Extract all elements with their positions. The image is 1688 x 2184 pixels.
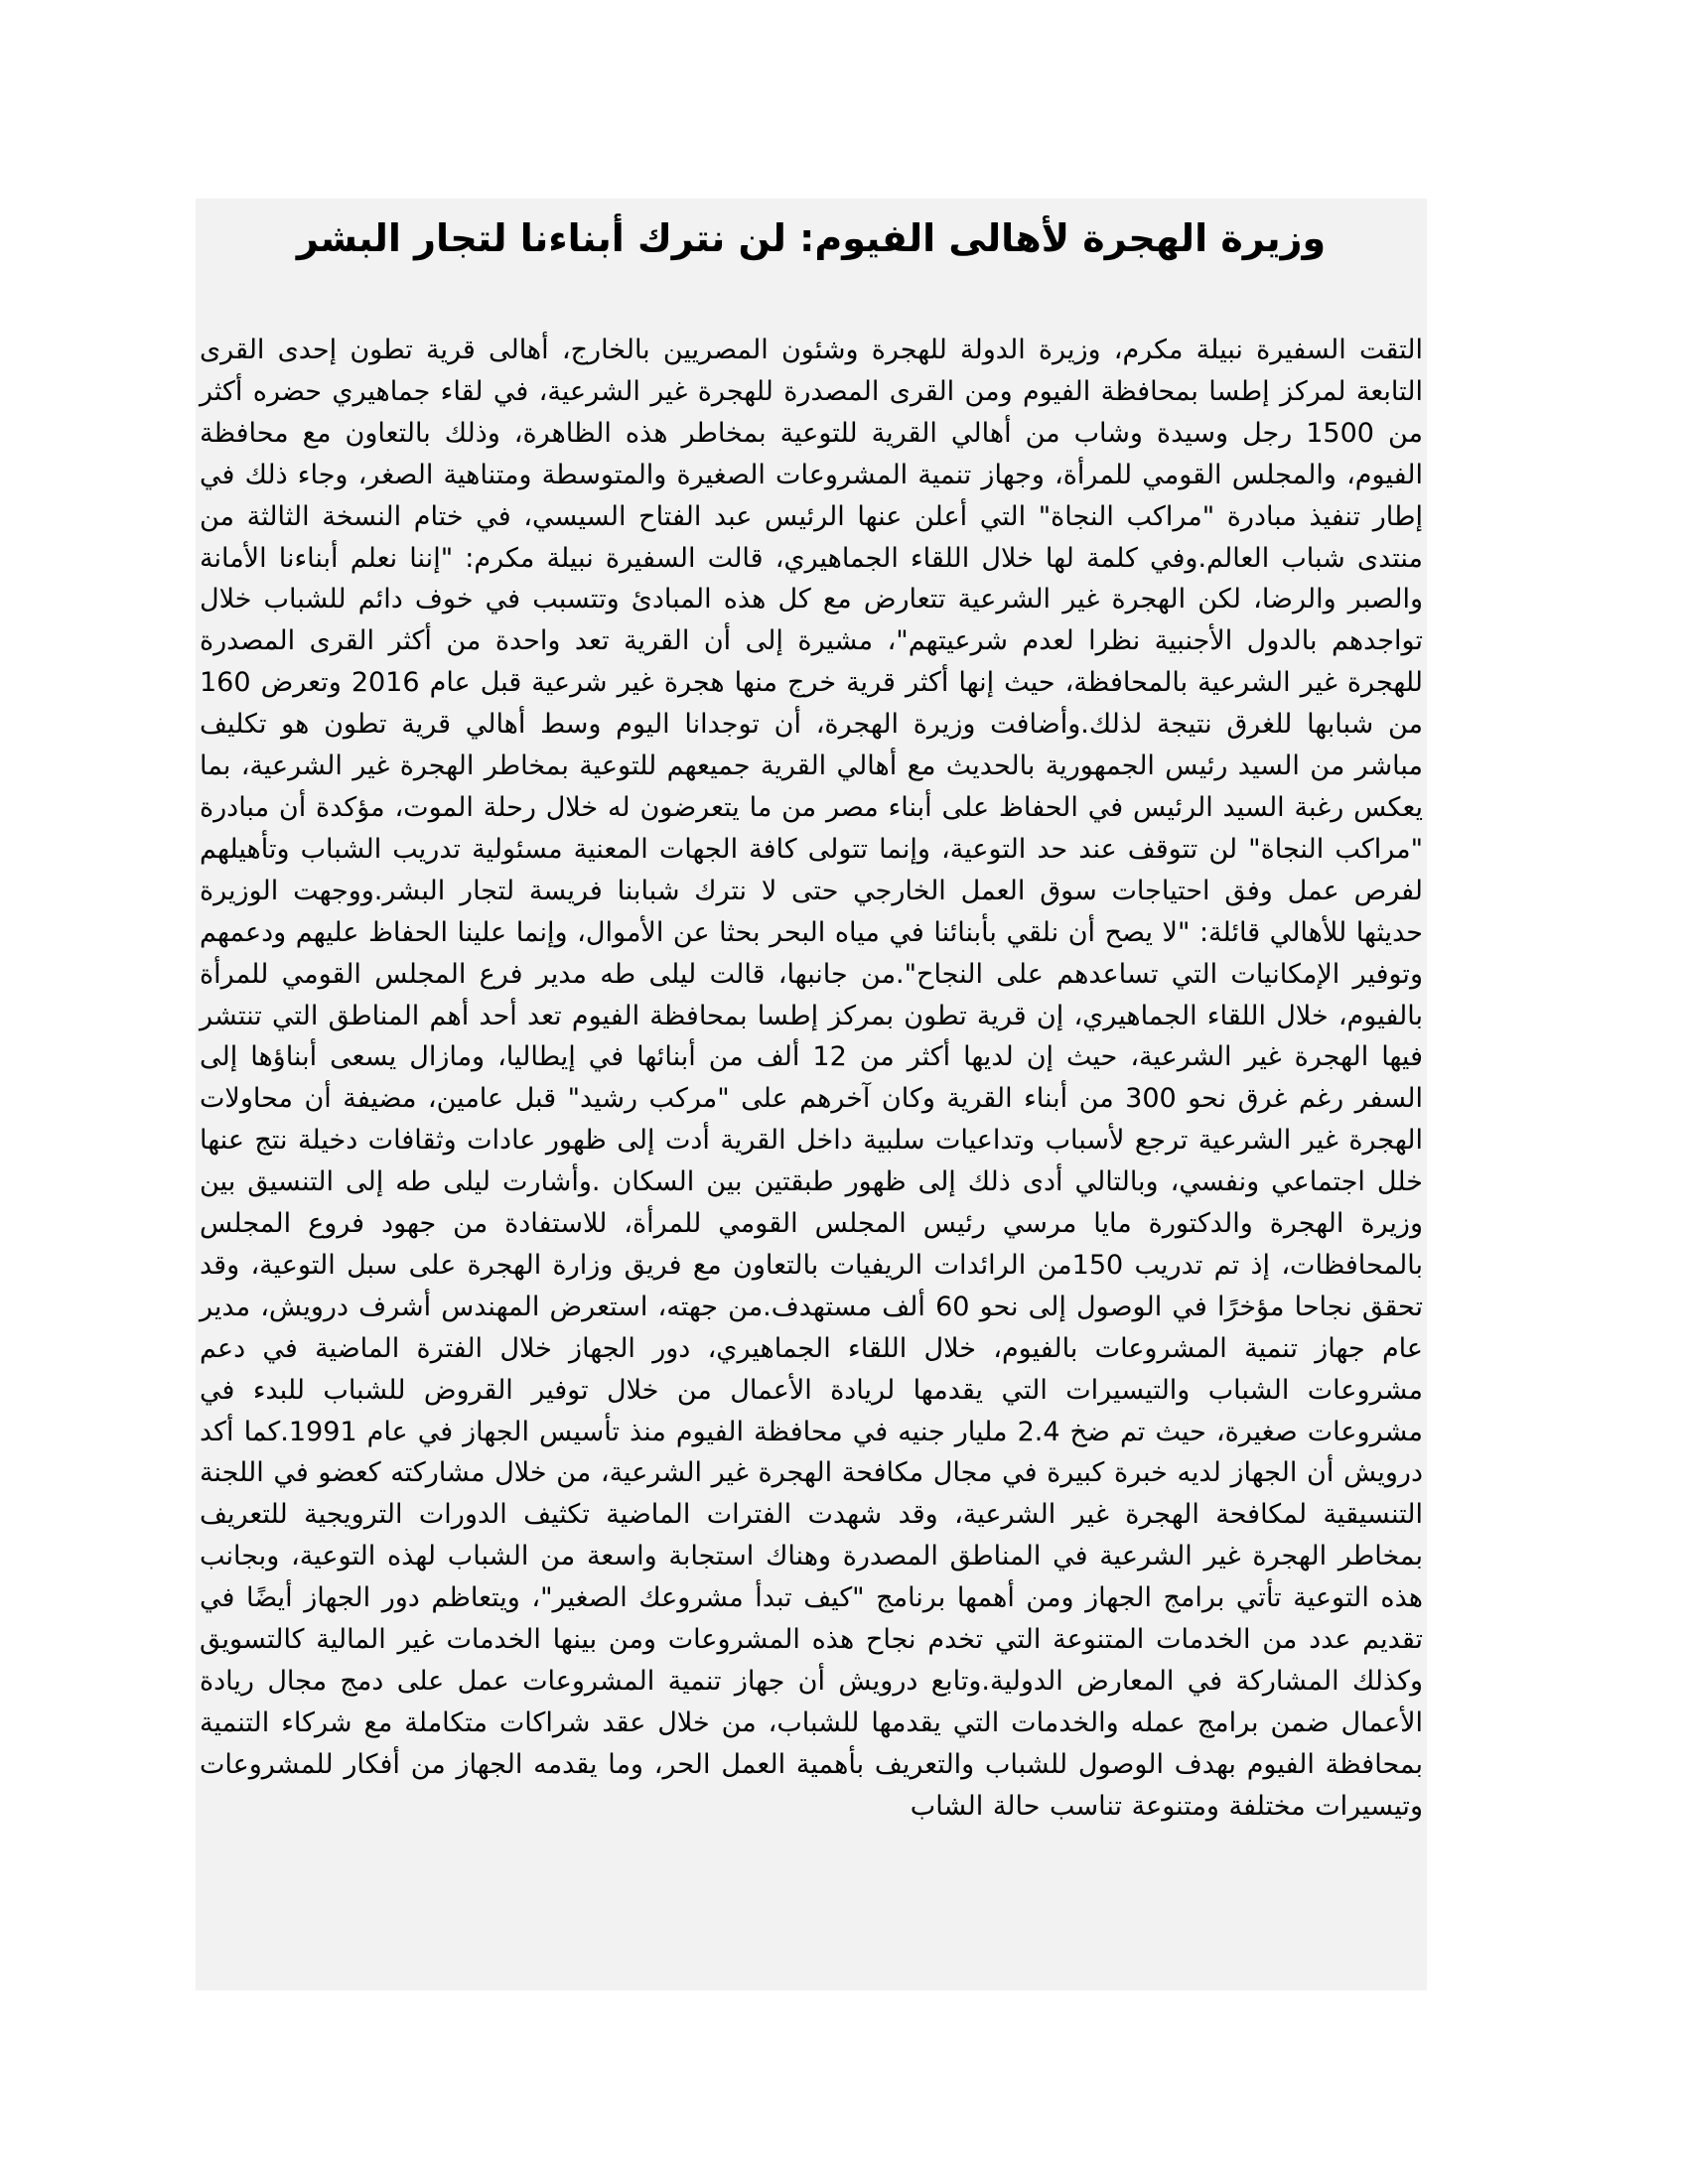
document-page — [196, 199, 1427, 1990]
document-title: وزيرة الهجرة لأهالى الفيوم: لن نترك أبناءنا لتجار البشر — [296, 216, 1327, 260]
document-body-text: التقت السفيرة نبيلة مكرم، وزيرة الدولة للهجرة وشئون المصريين بالخارج، أهالى قرية تطون إحدى القرى التابعة لمركز إطسا بمحافظة الفيوم ومن القرى المصدرة للهجرة غير الشرعية، في لقاء جماهيري حضره أكثر من 1500 رجل وسيدة وشاب من أهالي القرية للتوعية بمخاطر هذه الظاهرة، وذلك بالتعاون مع محافظة الفيوم، والمجلس القومي للمرأة، وجهاز تنمية المشروعات الصغيرة والمتوسطة ومتناهية الصغر، وجاء ذلك في إطار تنفيذ مبادرة "مراكب النجاة" التي أعلن عنها الرئيس عبد الفتاح السيسي، في ختام النسخة الثالثة من منتدى شباب العالم.وفي كلمة لها خلال اللقاء الجماهيري، قالت السفيرة نبيلة مكرم: "إننا نعلم أبناءنا الأمانة والصبر والرضا، لكن الهجرة غير الشرعية تتعارض مع كل هذه المبادئ وتتسبب في خوف دائم للشباب خلال تواجدهم بالدول الأجنبية نظرا لعدم شرعيتهم"، مشيرة إلى أن القرية تعد واحدة من أكثر القرى المصدرة للهجرة غير الشرعية بالمحافظة، حيث إنها أكثر قرية خرج منها هجرة غير شرعية قبل عام 2016 وتعرض 160 من شبابها للغرق نتيجة لذلك.وأضافت وزيرة الهجرة، أن توجدانا اليوم وسط أهالي قرية تطون هو تكليف مباشر من السيد رئيس الجمهورية بالحديث مع أهالي القرية جميعهم للتوعية بمخاطر الهجرة غير الشرعية، بما يعكس رغبة السيد الرئيس في الحفاظ على أبناء مصر من ما يتعرضون له خلال رحلة الموت، مؤكدة أن مبادرة "مراكب النجاة" لن تتوقف عند حد التوعية، وإنما تتولى كافة الجهات المعنية مسئولية تدريب الشباب وتأهيلهم لفرص عمل وفق احتياجات سوق العمل الخارجي حتى لا نترك شبابنا فريسة لتجار البشر.ووجهت الوزيرة حديثها للأهالي قائلة: "لا يصح أن نلقي بأبنائنا في مياه البحر بحثا عن الأموال، وإنما علينا الحفاظ عليهم ودعمهم وتوفير الإمكانيات التي تساعدهم على النجاح".من جانبها، قالت ليلى طه مدير فرع المجلس القومي للمرأة بالفيوم، خلال اللقاء الجماهيري، إن قرية تطون بمركز إطسا بمحافظة الفيوم تعد أحد أهم المناطق التي تنتشر فيها الهجرة غير الشرعية، حيث إن لديها أكثر من 12 ألف من أبنائها في إيطاليا، ومازال يسعى أبناؤها إلى السفر رغم غرق نحو 300 من أبناء القرية وكان آخرهم على "مركب رشيد" قبل عامين، مضيفة أن محاولات الهجرة غير الشرعية ترجع لأسباب وتداعيات سلبية داخل القرية أدت إلى ظهور عادات وثقافات دخيلة نتج عنها خلل اجتماعي ونفسي، وبالتالي أدى ذلك إلى ظهور طبقتين بين السكان .وأشارت ليلى طه إلى التنسيق بين وزيرة الهجرة والدكتورة مايا مرسي رئيس المجلس القومي للمرأة، للاستفادة من جهود فروع المجلس بالمحافظات، إذ تم تدريب 150من الرائدات الريفيات بالتعاون مع فريق وزارة الهجرة على سبل التوعية، وقد تحقق نجاحا مؤخرًا في الوصول إلى نحو 60 ألف مستهدف.من جهته، استعرض المهندس أشرف درويش، مدير عام جهاز تنمية المشروعات بالفيوم، خلال اللقاء الجماهيري، دور الجهاز خلال الفترة الماضية في دعم مشروعات الشباب والتيسيرات التي يقدمها لريادة الأعمال من خلال توفير القروض للشباب للبدء في مشروعات صغيرة، حيث تم ضخ 2.4 مليار جنيه في محافظة الفيوم منذ تأسيس الجهاز في عام 1991.كما أكد درويش أن الجهاز لديه خبرة كبيرة في مجال مكافحة الهجرة غير الشرعية، من خلال مشاركته كعضو في اللجنة التنسيقية لمكافحة الهجرة غير الشرعية، وقد شهدت الفترات الماضية تكثيف الدورات الترويجية للتعريف بمخاطر الهجرة غير الشرعية في المناطق المصدرة وهناك استجابة واسعة من الشباب لهذه التوعية، وبجانب هذه التوعية تأتي برامج الجهاز ومن أهمها برنامج "كيف تبدأ مشروعك الصغير"، ويتعاظم دور الجهاز أيضًا في تقديم عدد من الخدمات المتنوعة التي تخدم نجاح هذه المشروعات ومن بينها الخدمات غير المالية كالتسويق وكذلك المشاركة في المعارض الدولية.وتابع درويش أن جهاز تنمية المشروعات عمل على دمج مجال ريادة الأعمال ضمن برامج عمله والخدمات التي يقدمها للشباب، من خلال عقد شراكات متكاملة مع شركاء التنمية بمحافظة الفيوم بهدف الوصول للشباب والتعريف بأهمية العمل الحر، وما يقدمه الجهاز من أفكار للمشروعات وتيسيرات مختلفة ومتنوعة تناسب حالة الشاب — [199, 335, 1424, 1822]
